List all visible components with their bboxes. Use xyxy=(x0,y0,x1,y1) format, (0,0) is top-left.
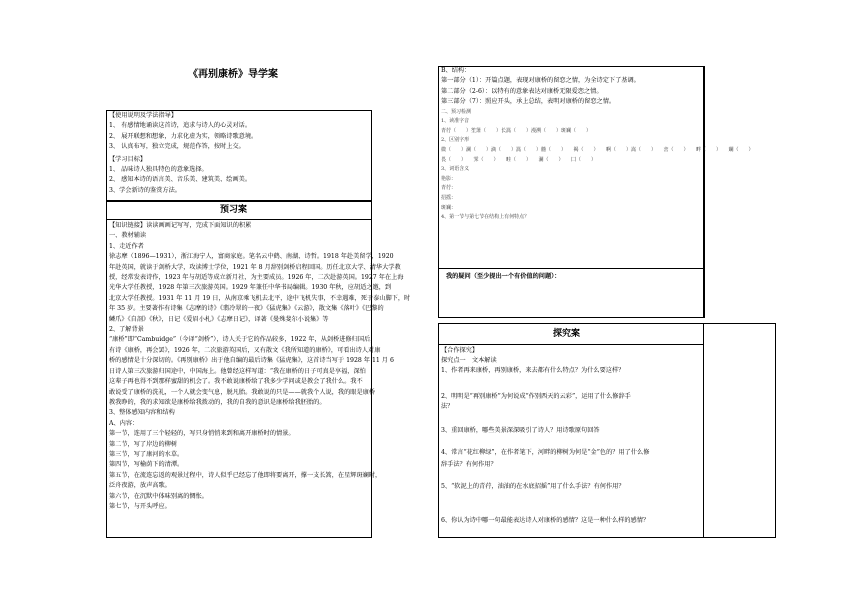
text-line: “康桥”即“Cambuidge”（今译“剑桥”），诗人关于它的作品较多，1922 年，从剑桥进修归国后， xyxy=(109,336,377,344)
explore-title: 探究案 xyxy=(553,329,581,339)
explore-question-5: 5、“软泥上的青荇，油油的在水底招摇”用了什么手法？有何作用？ xyxy=(441,483,625,490)
explore-bottom-extension xyxy=(704,537,775,538)
text-line: 一、教材辅读 xyxy=(109,232,147,240)
text-line: 2、了解背景 xyxy=(109,326,144,334)
goals-header: 【学习目标】 xyxy=(109,155,147,163)
goal-item: 3、学会新诗的鉴赏方法。 xyxy=(109,186,181,194)
explore-title-divider xyxy=(438,344,704,345)
text-line: 第六节，在沉默中体味别离的惆怅。 xyxy=(109,492,208,500)
explore-question-6: 6、你认为诗中哪一句最能表达诗人对康桥的感情？这是一种什么样的感情？ xyxy=(441,517,650,524)
q1-line: 青荇（ ）笙箫（ ）长篙（ ）漫溯（ ）斑斓（ ） xyxy=(441,127,592,134)
explore-question-2: 2、明明是“再别康桥”为何说成“作别西天的云彩”，运用了什么修辞手 xyxy=(441,393,631,400)
q3-label: 3、词语含义 xyxy=(441,166,470,173)
explore-question-4: 4、常言“花红柳绿”，在作者笔下，河畔的柳树为何是“金”色的？用了什么修 xyxy=(441,449,650,456)
text-line: 【知识链接】读读画画记写写，完成下面知识的积累 xyxy=(109,222,252,229)
q2-row: 微（ ）澜（ ）滴（ ）篙（ ）髓（ ） 褐（ ） 啊（ ）嵩（ ） 峦（ ） 畔（ ） 斓（ ） xyxy=(441,147,754,153)
explore-header: 【合作探究】 xyxy=(441,347,479,354)
text-line: 3、整体感知内容和结构 xyxy=(109,409,175,417)
text-line: 授，经常发表诗作，1923 年与胡适等成立新月社，为主要成员。1926 年，二次赴游英国。1927 年在上海 xyxy=(109,274,404,282)
usage-header: 【使用说明及学法指导】 xyxy=(109,112,178,119)
text-line: 日诗人第三次旅游归国途中，中国海上。他曾经这样写道：“我在康桥的日子可真是享福，深怕 xyxy=(109,367,366,375)
goal-item: 2、 感知本诗的语言美、音乐美、建筑美、绘画美。 xyxy=(109,176,252,184)
structure-section xyxy=(441,66,754,223)
text-line: 年赴英国，就读于剑桥大学，攻读博士学位，1921 年 8 月辞别剑桥启程回国。历任北京大学、清华大学教 xyxy=(109,263,401,271)
q2-label: 2、区别字形 xyxy=(441,137,470,144)
q3-item: 青荇： xyxy=(441,185,457,192)
text-line: 第二节，写了岸边的柳树 xyxy=(109,440,178,448)
text-line: 鳞爪》《自剖》《秋》，日记《爱眉小札》《志摩日记》，译著《曼殊斐尔小说集》等 xyxy=(109,315,329,323)
explore-question-2-cont: 法？ xyxy=(441,403,454,410)
text-line: 光华大学任教授，1928 年第三次旅游英国。1929 年兼任中华书局编辑。1930 年秋，应胡适之邀，到 xyxy=(109,284,392,292)
usage-item: 2、 展开联想和想象，力求化虚为实，领略诗歌意境。 xyxy=(109,132,258,140)
text-line: 第一节，连用了三个轻轻的，写只身悄悄来到和离开康桥时的情景。 xyxy=(109,430,295,438)
usage-item: 3、 认真布写，独立完成，规范作答，按时上交。 xyxy=(109,143,245,151)
text-line: 第七节，与开头呼应。 xyxy=(109,502,171,510)
structure-line: 第二部分（2-6）：以特有的意象表达对康桥无限爱恋之情。 xyxy=(441,87,603,95)
text-line: 桥的感情是十分深切的。《再别康桥》出于他自编的最后诗集《猛虎集》，这首诗当写于 1928 年 11 月 6 xyxy=(109,357,394,365)
explore-question-4-cont: 辞手法？有何作用？ xyxy=(441,461,497,468)
text-line: 北京大学任教授。1931 年 11 月 19 日，从南京乘飞机去北平，途中飞机失事，不幸遇难，死于泰山脚下，时 xyxy=(109,294,411,302)
text-line: A、内容： xyxy=(109,419,139,427)
structure-line: 第一部分（1）：开篇点题，表现对康桥的留恋之情，为全诗定下了基调。 xyxy=(441,77,640,85)
text-line: 第五节，在流连忘返的观景过程中，诗人似乎已经忘了他即将要离开，撑一支长篙，在星辉斑斓时， xyxy=(109,471,382,479)
structure-line: B、结构： xyxy=(441,67,471,74)
text-line: 第三节，写了康河的水草。 xyxy=(109,450,184,458)
self-check-header: 二、预习检测 xyxy=(441,108,472,115)
q3-item: 斑斓： xyxy=(441,204,457,211)
q3-item: 招摇： xyxy=(441,194,457,201)
structure-line: 第三部分（7）：照应开头，承上总结，表明对康桥的留恋之情。 xyxy=(441,98,616,106)
preview-title: 预习案 xyxy=(220,205,248,215)
text-line: 泛舟夜游，放声高歌。 xyxy=(109,482,171,490)
usage-item: 1、 有感情地诵读这首诗，追求与诗人的心灵对话。 xyxy=(109,122,252,130)
explore-subheader: 探究点一 文本解读 xyxy=(441,357,497,364)
page-title: 《再别康桥》导学案 xyxy=(188,69,278,80)
text-line: 这辈子再也得不到那样蜜甜的机会了。我不敢说康桥给了我多少学问或是教会了我什么。我不 xyxy=(109,378,363,386)
explore-question-1: 1、作者再来康桥，再别康桥，来去都有什么特点？为什么要这样？ xyxy=(441,367,625,374)
q2-row: 畏（ ） 霁（ ） 畦（ ） 澜（ ） 囗（ ） xyxy=(441,156,597,163)
text-line: 年 35 岁。主要著作有诗集《志摩的诗》《翡冷翠的一夜》《猛虎集》《云游》，散文集《落叶》《巴黎的 xyxy=(109,305,384,313)
preview-content xyxy=(109,221,410,512)
doubt-label: 我的疑问（至少提出一个有价值的问题）： xyxy=(446,273,561,280)
q4: 4、第一节与第七节在结构上有何特点？ xyxy=(441,214,530,221)
usage-section xyxy=(109,111,257,196)
text-line: 教我睁的，我的求知欲是康桥给我拨动的，我的自我的意识是康桥给我胚胎的。 xyxy=(109,398,326,406)
text-line: 第四节，写榆荫下的清潭。 xyxy=(109,461,184,469)
preview-title-divider xyxy=(106,219,372,220)
q3-item: 艳影： xyxy=(441,175,457,182)
text-line: 徐志摩（1896—1931），浙江海宁人，富商家庭。笔名云中鹤、南湖、诗哲。1918 年赴美留学，1920 xyxy=(109,253,394,261)
text-line: 敢说受了康桥的洗礼，一个人就会变气息，脱凡胎。我敢说的只是——就我个人说，我的眼是康桥 xyxy=(109,388,376,396)
goal-item: 1、 品味诗人独具特色的意象选择。 xyxy=(109,166,208,174)
q1-label: 1、读准字音 xyxy=(441,118,470,125)
explore-question-3: 3、重回康桥，哪些美景深深吸引了诗人？用诗歌原句回答 xyxy=(441,427,600,434)
explore-top-extension xyxy=(704,323,775,324)
text-line: 1、走近作者 xyxy=(109,242,144,250)
text-line: 有诗《康桥，再会罢》，1926 年，二次旅游英国后，又有散文《我所知道的康桥》，可看出诗人对康 xyxy=(109,346,381,354)
explore-margin-line xyxy=(775,323,776,538)
